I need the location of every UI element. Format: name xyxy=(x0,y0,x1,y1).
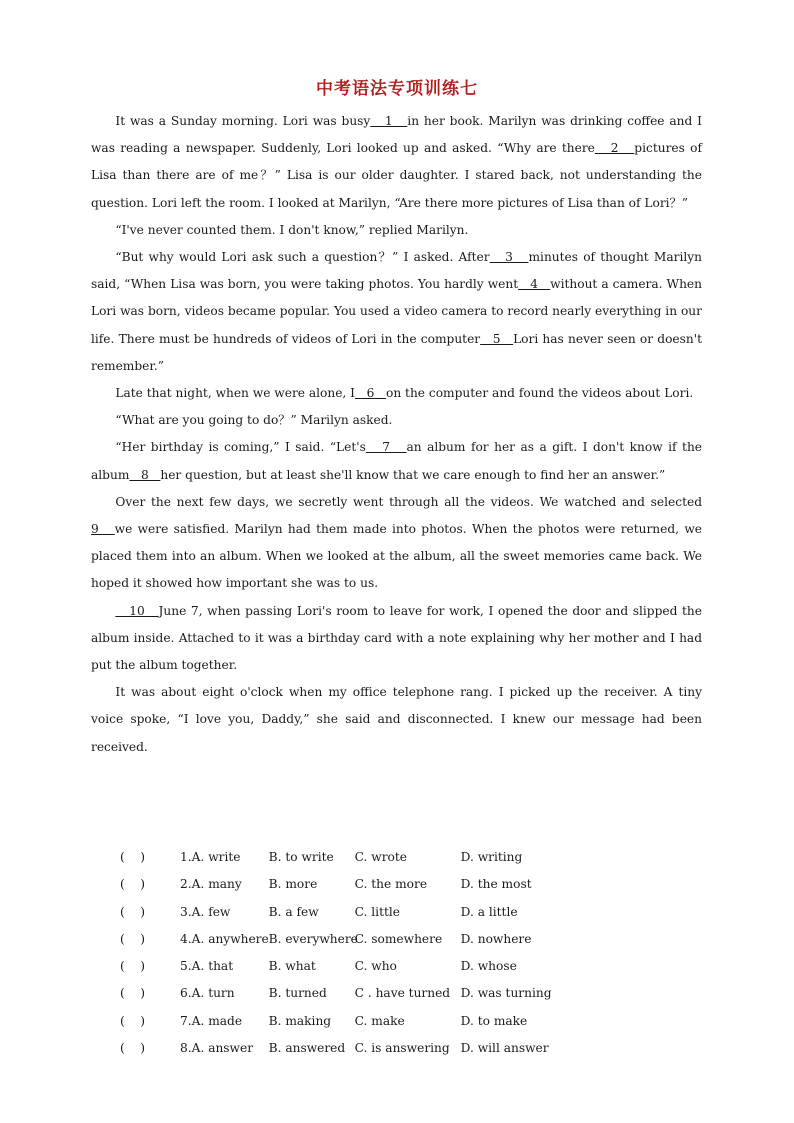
answer-bracket[interactable]: ( ) xyxy=(120,1013,146,1028)
passage-paragraph xyxy=(91,108,702,217)
passage-paragraph xyxy=(91,380,702,407)
answer-option: D. to make xyxy=(460,1013,528,1028)
answer-option: A. anywhere xyxy=(191,931,269,946)
answer-option: B. answered xyxy=(268,1041,346,1056)
answer-blank: 7 xyxy=(365,440,407,455)
answer-option: C. who xyxy=(354,959,397,974)
answer-option: B. turned xyxy=(268,986,327,1001)
passage-text: It was a Sunday morning. Lori was busy xyxy=(115,114,371,128)
passage-text: “But why would Lori ask such a question？” I asked. After xyxy=(115,250,490,265)
answer-option: C. is answering xyxy=(354,1041,450,1056)
question-row xyxy=(120,1008,720,1035)
answer-option: C. make xyxy=(354,1013,405,1028)
answer-option: D. nowhere xyxy=(460,931,532,946)
passage-text: June 7, when passing Lori's room to leave for work, I opened the door and slipped the album inside. Attached to it was a birthday card with a note explaining why her mother and I had put the album together. xyxy=(91,603,702,673)
question-row xyxy=(120,899,720,926)
answer-blank: 2 xyxy=(594,141,635,156)
passage-text: “I've never counted them. I don't know,” replied Marilyn. xyxy=(115,222,469,237)
passage-text: Over the next few days, we secretly went through all the videos. We watched and selected xyxy=(115,494,702,509)
answer-option: B. everywhere xyxy=(268,931,358,946)
passage-text: “Her birthday is coming,” I said. “Let's xyxy=(115,440,366,455)
passage-text: It was about eight o'clock when my office telephone rang. I picked up the receiver. A tiny voice spoke, “I love you, Daddy,” she said and disconnected. I knew our message had been received. xyxy=(91,685,702,754)
answer-blank: 3 xyxy=(489,250,529,265)
question-row xyxy=(120,953,720,980)
answer-bracket[interactable]: ( ) xyxy=(120,850,146,864)
passage-paragraph xyxy=(91,244,702,380)
passage-text: minutes of thought Marilyn said, “When Lisa was born, you were taking photos. You hardly went xyxy=(91,250,702,292)
question-row xyxy=(120,871,720,898)
passage-paragraph xyxy=(91,598,702,680)
question-number: 4. xyxy=(180,931,192,946)
reading-passage xyxy=(91,108,702,761)
answer-blank: 1 xyxy=(370,114,408,128)
question-number: 7. xyxy=(180,1013,192,1028)
passage-text: on the computer and found the videos about Lori. xyxy=(385,386,694,401)
answer-option: C . have turned xyxy=(354,986,451,1001)
question-number: 5. xyxy=(180,959,192,974)
answer-option: C. the more xyxy=(354,877,428,892)
answer-option: D. was turning xyxy=(460,986,552,1001)
passage-text: an album for her as a gift. I don't know if the album xyxy=(91,440,703,482)
answer-blank: 5 xyxy=(480,331,514,346)
passage-paragraph xyxy=(91,679,702,761)
answer-bracket[interactable]: ( ) xyxy=(120,877,146,892)
question-row xyxy=(120,926,720,953)
answer-bracket[interactable]: ( ) xyxy=(120,904,146,919)
question-number: 8. xyxy=(180,1041,192,1056)
question-number: 6. xyxy=(180,986,192,1001)
answer-option: C. wrote xyxy=(354,850,407,864)
passage-text: Late that night, when we were alone, I xyxy=(115,386,355,401)
answer-option: A. turn xyxy=(191,986,235,1001)
answer-option: B. making xyxy=(268,1013,332,1028)
question-row xyxy=(120,844,720,871)
answer-option: A. that xyxy=(191,959,234,974)
answer-option: C. somewhere xyxy=(354,931,443,946)
answer-bracket[interactable]: ( ) xyxy=(120,1041,146,1056)
answer-option: D. the most xyxy=(460,877,532,892)
question-row xyxy=(120,980,720,1007)
answer-blank: 6 xyxy=(354,386,386,401)
answer-option: A. few xyxy=(191,904,231,919)
answer-blank: 8 xyxy=(129,467,161,482)
answer-option: D. writing xyxy=(460,850,523,864)
answer-bracket[interactable]: ( ) xyxy=(120,959,146,974)
page-title: 中考语法专项训练七 xyxy=(316,79,478,99)
passage-text: Lori has never seen or doesn't remember.” xyxy=(91,331,702,373)
answer-bracket[interactable]: ( ) xyxy=(120,986,146,1001)
question-number: 2. xyxy=(180,877,192,892)
passage-paragraph xyxy=(91,489,702,598)
answer-option: A. write xyxy=(191,850,241,864)
passage-paragraph xyxy=(91,434,702,488)
answer-option: D. whose xyxy=(460,959,517,974)
answer-blank: 9 xyxy=(91,522,115,537)
answer-option: B. more xyxy=(268,877,318,892)
answer-option: D. will answer xyxy=(460,1041,549,1056)
question-number: 3. xyxy=(180,904,192,919)
passage-text: her question, but at least she'll know that we care enough to find her an answer.” xyxy=(160,467,666,482)
answer-blank: 4 xyxy=(518,277,551,292)
answer-option: B. to write xyxy=(268,850,334,864)
passage-paragraph xyxy=(91,407,702,434)
question-number: 1. xyxy=(180,850,192,864)
passage-text: “What are you going to do？” Marilyn asked. xyxy=(115,413,393,428)
passage-text: without a camera. When Lori was born, videos became popular. You used a video camera to record nearly everything in our life. There must be hundreds of videos of Lori in the computer xyxy=(91,277,702,346)
answer-bracket[interactable]: ( ) xyxy=(120,931,146,946)
answer-option: B. a few xyxy=(268,904,319,919)
answer-option: B. what xyxy=(268,959,316,974)
question-row xyxy=(120,1035,720,1062)
answer-option: C. little xyxy=(354,904,400,919)
passage-text: pictures of Lisa than there are of me？” Lisa is our older daughter. I stared back, not understanding the question. Lori left the room. I looked at Marilyn, “Are there more pictures of Lisa than of Lori？” xyxy=(91,141,702,210)
passage-text: we were satisfied. Marilyn had them made into photos. When the photos were returned, we placed them into an album. When we looked at the album, all the sweet memories came back. We hoped it showed how important she was to us. xyxy=(91,522,702,591)
answer-option: A. answer xyxy=(191,1041,254,1056)
answer-option: D. a little xyxy=(460,904,518,919)
answer-option: A. many xyxy=(191,877,242,892)
answer-blank: 10 xyxy=(115,603,159,618)
answer-option: A. made xyxy=(191,1013,243,1028)
question-list xyxy=(120,844,720,1062)
passage-paragraph xyxy=(91,217,702,244)
passage-text: in her book. Marilyn was drinking coffee and I was reading a newspaper. Suddenly, Lori looked up and asked. “Why are there xyxy=(91,114,702,156)
